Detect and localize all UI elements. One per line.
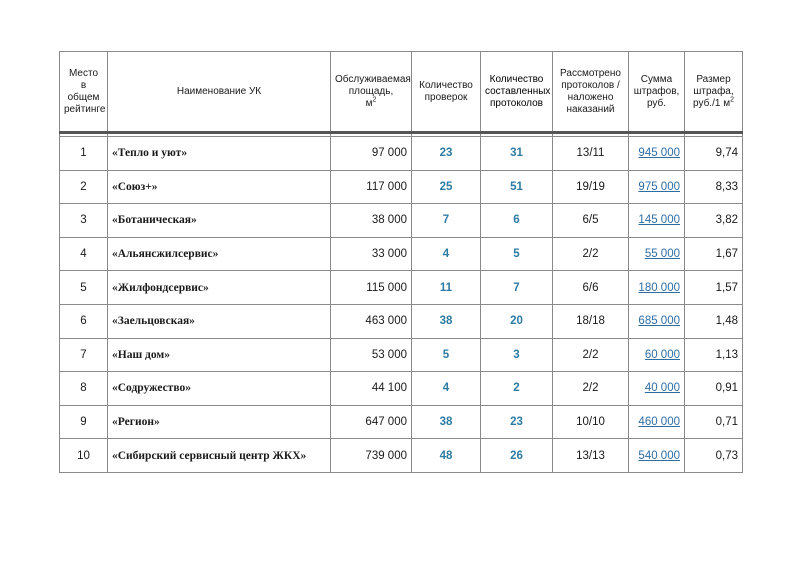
reviewed-cell: 13/11 [553, 137, 629, 171]
header-row [60, 52, 743, 133]
place-cell: 7 [60, 338, 108, 372]
table-row [60, 405, 743, 439]
fine-sum-cell [629, 304, 685, 338]
protocols-cell: 31 [481, 137, 553, 171]
fine-per-m2-cell: 1,67 [685, 237, 743, 271]
place-cell: 6 [60, 304, 108, 338]
fine-sum-cell [629, 439, 685, 473]
checks-cell: 4 [412, 237, 481, 271]
fine-per-m2-cell: 1,57 [685, 271, 743, 305]
header-fine: Размер штрафа, руб./1 $м^2$ [685, 52, 743, 133]
table-row [60, 237, 743, 271]
checks-cell: 5 [412, 338, 481, 372]
area-cell: 463 000 [331, 304, 412, 338]
company-name-cell: «Тепло и уют» [108, 137, 331, 171]
checks-cell: 4 [412, 372, 481, 406]
table-row [60, 271, 743, 305]
fine-sum-link[interactable]: 540 000 [638, 449, 680, 462]
place-cell: 3 [60, 204, 108, 238]
reviewed-cell: 2/2 [553, 338, 629, 372]
fine-sum-link[interactable]: 55 000 [644, 248, 680, 261]
fine-sum-cell [629, 170, 685, 204]
area-cell: 647 000 [331, 405, 412, 439]
place-cell: 8 [60, 372, 108, 406]
reviewed-cell: 6/6 [553, 271, 629, 305]
fine-sum-link[interactable]: 145 000 [638, 214, 680, 227]
fine-sum-link[interactable]: 40 000 [644, 382, 680, 395]
reviewed-cell: 19/19 [553, 170, 629, 204]
protocols-cell: 2 [481, 372, 553, 406]
fine-per-m2-cell: 9,74 [685, 137, 743, 171]
protocols-cell: 3 [481, 338, 553, 372]
area-cell: 117 000 [331, 170, 412, 204]
company-name-cell: «Жилфондсервис» [108, 271, 331, 305]
area-cell: 739 000 [331, 439, 412, 473]
fine-per-m2-cell: 1,13 [685, 338, 743, 372]
fine-per-m2-cell: 0,73 [685, 439, 743, 473]
checks-cell: 11 [412, 271, 481, 305]
place-cell: 4 [60, 237, 108, 271]
header-sum: Сумма штрафов, руб. [629, 52, 685, 133]
fine-sum-cell [629, 405, 685, 439]
reviewed-cell: 2/2 [553, 237, 629, 271]
table-row [60, 338, 743, 372]
company-name-cell: «Сибирский сервисный центр ЖКХ» [108, 439, 331, 473]
fine-sum-cell [629, 271, 685, 305]
protocols-cell: 26 [481, 439, 553, 473]
fine-sum-link[interactable]: 180 000 [638, 281, 680, 294]
fine-sum-link[interactable]: 685 000 [638, 315, 680, 328]
fine-sum-cell [629, 338, 685, 372]
checks-cell: 25 [412, 170, 481, 204]
table-row [60, 137, 743, 171]
table-row [60, 204, 743, 238]
header-checks: Количество проверок [412, 52, 481, 133]
area-cell: 44 100 [331, 372, 412, 406]
table-row [60, 372, 743, 406]
reviewed-cell: 2/2 [553, 372, 629, 406]
protocols-cell: 51 [481, 170, 553, 204]
fine-sum-cell [629, 137, 685, 171]
checks-cell: 23 [412, 137, 481, 171]
company-name-cell: «Альянсжилсервис» [108, 237, 331, 271]
place-cell: 2 [60, 170, 108, 204]
header-name: Наименование УК [108, 52, 331, 133]
fine-sum-cell [629, 372, 685, 406]
header-place: Место в общем рейтинге [60, 52, 108, 133]
checks-cell: 38 [412, 405, 481, 439]
place-cell: 10 [60, 439, 108, 473]
company-name-cell: «Союз+» [108, 170, 331, 204]
company-name-cell: «Заельцовская» [108, 304, 331, 338]
place-cell: 5 [60, 271, 108, 305]
header-reviewed: Рассмотрено протоколов / наложено наказаний [553, 52, 629, 133]
place-cell: 1 [60, 137, 108, 171]
reviewed-cell: 18/18 [553, 304, 629, 338]
fine-sum-link[interactable]: 60 000 [644, 348, 680, 361]
protocols-cell: 6 [481, 204, 553, 238]
reviewed-cell: 10/10 [553, 405, 629, 439]
company-name-cell: «Содружество» [108, 372, 331, 406]
area-cell: 115 000 [331, 271, 412, 305]
area-cell: 33 000 [331, 237, 412, 271]
company-name-cell: «Ботаническая» [108, 204, 331, 238]
reviewed-cell: 6/5 [553, 204, 629, 238]
fine-per-m2-cell: 8,33 [685, 170, 743, 204]
header-area: Обслуживаемая площадь, $м^2$ [331, 52, 412, 133]
area-cell: 97 000 [331, 137, 412, 171]
protocols-cell: 7 [481, 271, 553, 305]
fine-sum-cell [629, 204, 685, 238]
company-name-cell: «Регион» [108, 405, 331, 439]
fine-per-m2-cell: 0,71 [685, 405, 743, 439]
table-row [60, 439, 743, 473]
table-row [60, 304, 743, 338]
fine-sum-cell [629, 237, 685, 271]
fine-sum-link[interactable]: 975 000 [638, 180, 680, 193]
company-name-cell: «Наш дом» [108, 338, 331, 372]
fine-per-m2-cell: 3,82 [685, 204, 743, 238]
checks-cell: 38 [412, 304, 481, 338]
fine-per-m2-cell: 1,48 [685, 304, 743, 338]
area-cell: 53 000 [331, 338, 412, 372]
protocols-cell: 5 [481, 237, 553, 271]
checks-cell: 7 [412, 204, 481, 238]
protocols-cell: 23 [481, 405, 553, 439]
fine-sum-link[interactable]: 460 000 [638, 416, 680, 429]
protocols-cell: 20 [481, 304, 553, 338]
place-cell: 9 [60, 405, 108, 439]
header-protocols: Количество составленных протоколов [481, 52, 553, 133]
fine-per-m2-cell: 0,91 [685, 372, 743, 406]
checks-cell: 48 [412, 439, 481, 473]
reviewed-cell: 13/13 [553, 439, 629, 473]
fine-sum-link[interactable]: 945 000 [638, 147, 680, 160]
area-cell: 38 000 [331, 204, 412, 238]
table-row [60, 170, 743, 204]
rating-table [59, 51, 743, 473]
